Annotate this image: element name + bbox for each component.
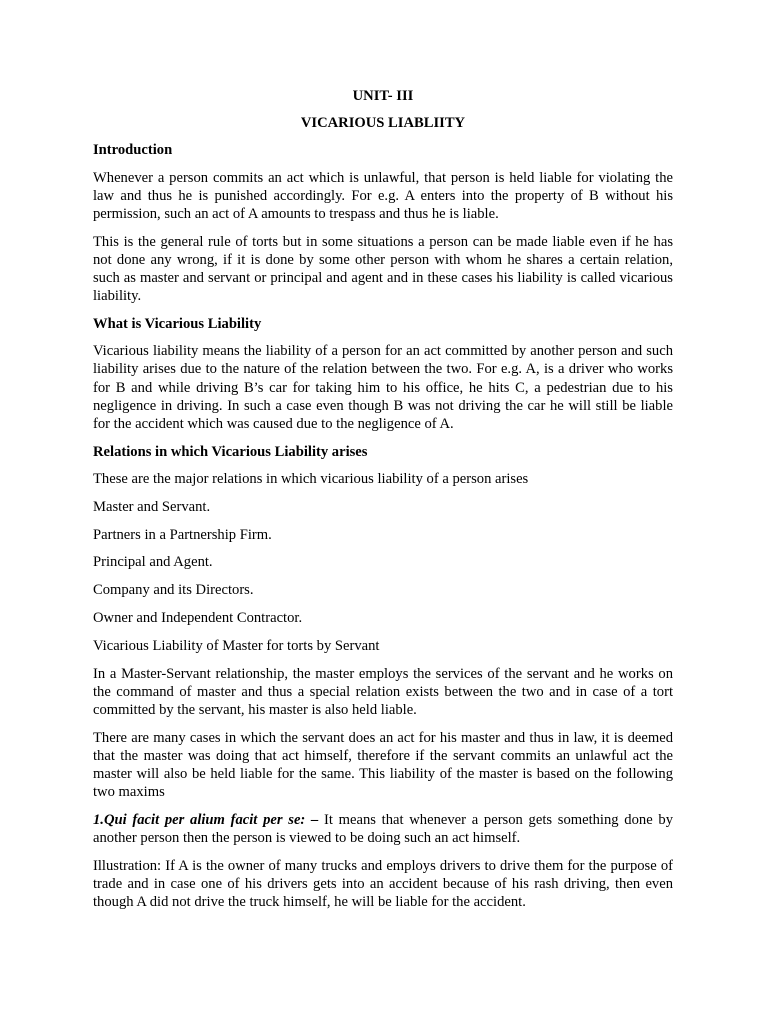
maxim-1-paragraph bbox=[93, 811, 673, 847]
relations-intro: These are the major relations in which vicarious liability of a person arises bbox=[93, 470, 529, 487]
maxim-1-label: 1.Qui facit per alium facit per se: – bbox=[93, 811, 319, 828]
relation-item: Owner and Independent Contractor. bbox=[93, 609, 303, 626]
illustration-paragraph: Illustration: If A is the owner of many trucks and employs drivers to drive them for the purpose of trade and in case one of his drivers gets into an accident because of his rash driving, then even though A did not drive the truck himself, he will be liable for the accident. bbox=[93, 857, 673, 911]
relation-item: Master and Servant. bbox=[93, 498, 211, 515]
relations-heading: Relations in which Vicarious Liability arises bbox=[93, 443, 368, 460]
document-title: VICARIOUS LIABLIITY bbox=[300, 115, 466, 132]
relation-item: Principal and Agent. bbox=[93, 554, 213, 571]
what-is-heading: What is Vicarious Liability bbox=[93, 316, 262, 333]
introduction-paragraph-2: This is the general rule of torts but in some situations a person can be made liable even if he has not done any wrong, if it is done by some other person with whom he shares a certain relation, such as master and servant or principal and agent and in these cases his liability is called vicarious liability. bbox=[93, 233, 673, 305]
introduction-paragraph-1: Whenever a person commits an act which is unlawful, that person is held liable for violating the law and thus he is punished accordingly. For e.g. A enters into the property of B without his permission, such an act of A amounts to trespass and thus he is liable. bbox=[93, 169, 673, 223]
introduction-heading: Introduction bbox=[93, 142, 173, 159]
unit-heading: UNIT- III bbox=[352, 88, 414, 104]
what-is-paragraph: Vicarious liability means the liability of a person for an act committed by another person and such liability arises due to the nature of the relation between the two. For e.g. A, is a driver who works for B and while driving B’s car for taking him to his office, he hits C, a pedestrian due to his negligence in driving. In such a case even though B was not driving the car he will still be liable for the accident which was caused due to the negligence of A. bbox=[93, 343, 673, 433]
master-servant-paragraph-2: There are many cases in which the servant does an act for his master and thus in law, it is deemed that the master was doing that act himself, therefore if the servant commits an unlawful act the master will also be held liable for the same. This liability of the master is based on the following two maxims bbox=[93, 729, 673, 801]
document-page bbox=[93, 87, 673, 921]
relation-item: Company and its Directors. bbox=[93, 582, 254, 599]
master-servant-heading: Vicarious Liability of Master for torts by Servant bbox=[93, 637, 380, 654]
relation-item: Partners in a Partnership Firm. bbox=[93, 526, 272, 543]
master-servant-paragraph-1: In a Master-Servant relationship, the master employs the services of the servant and he works on the command of master and thus a special relation exists between the two and in case of a tort committed by the servant, his master is also held liable. bbox=[93, 665, 673, 718]
maxim-1-text: It means that whenever a person gets something done by another person then the person is viewed to be doing such an act himself. bbox=[93, 811, 673, 847]
